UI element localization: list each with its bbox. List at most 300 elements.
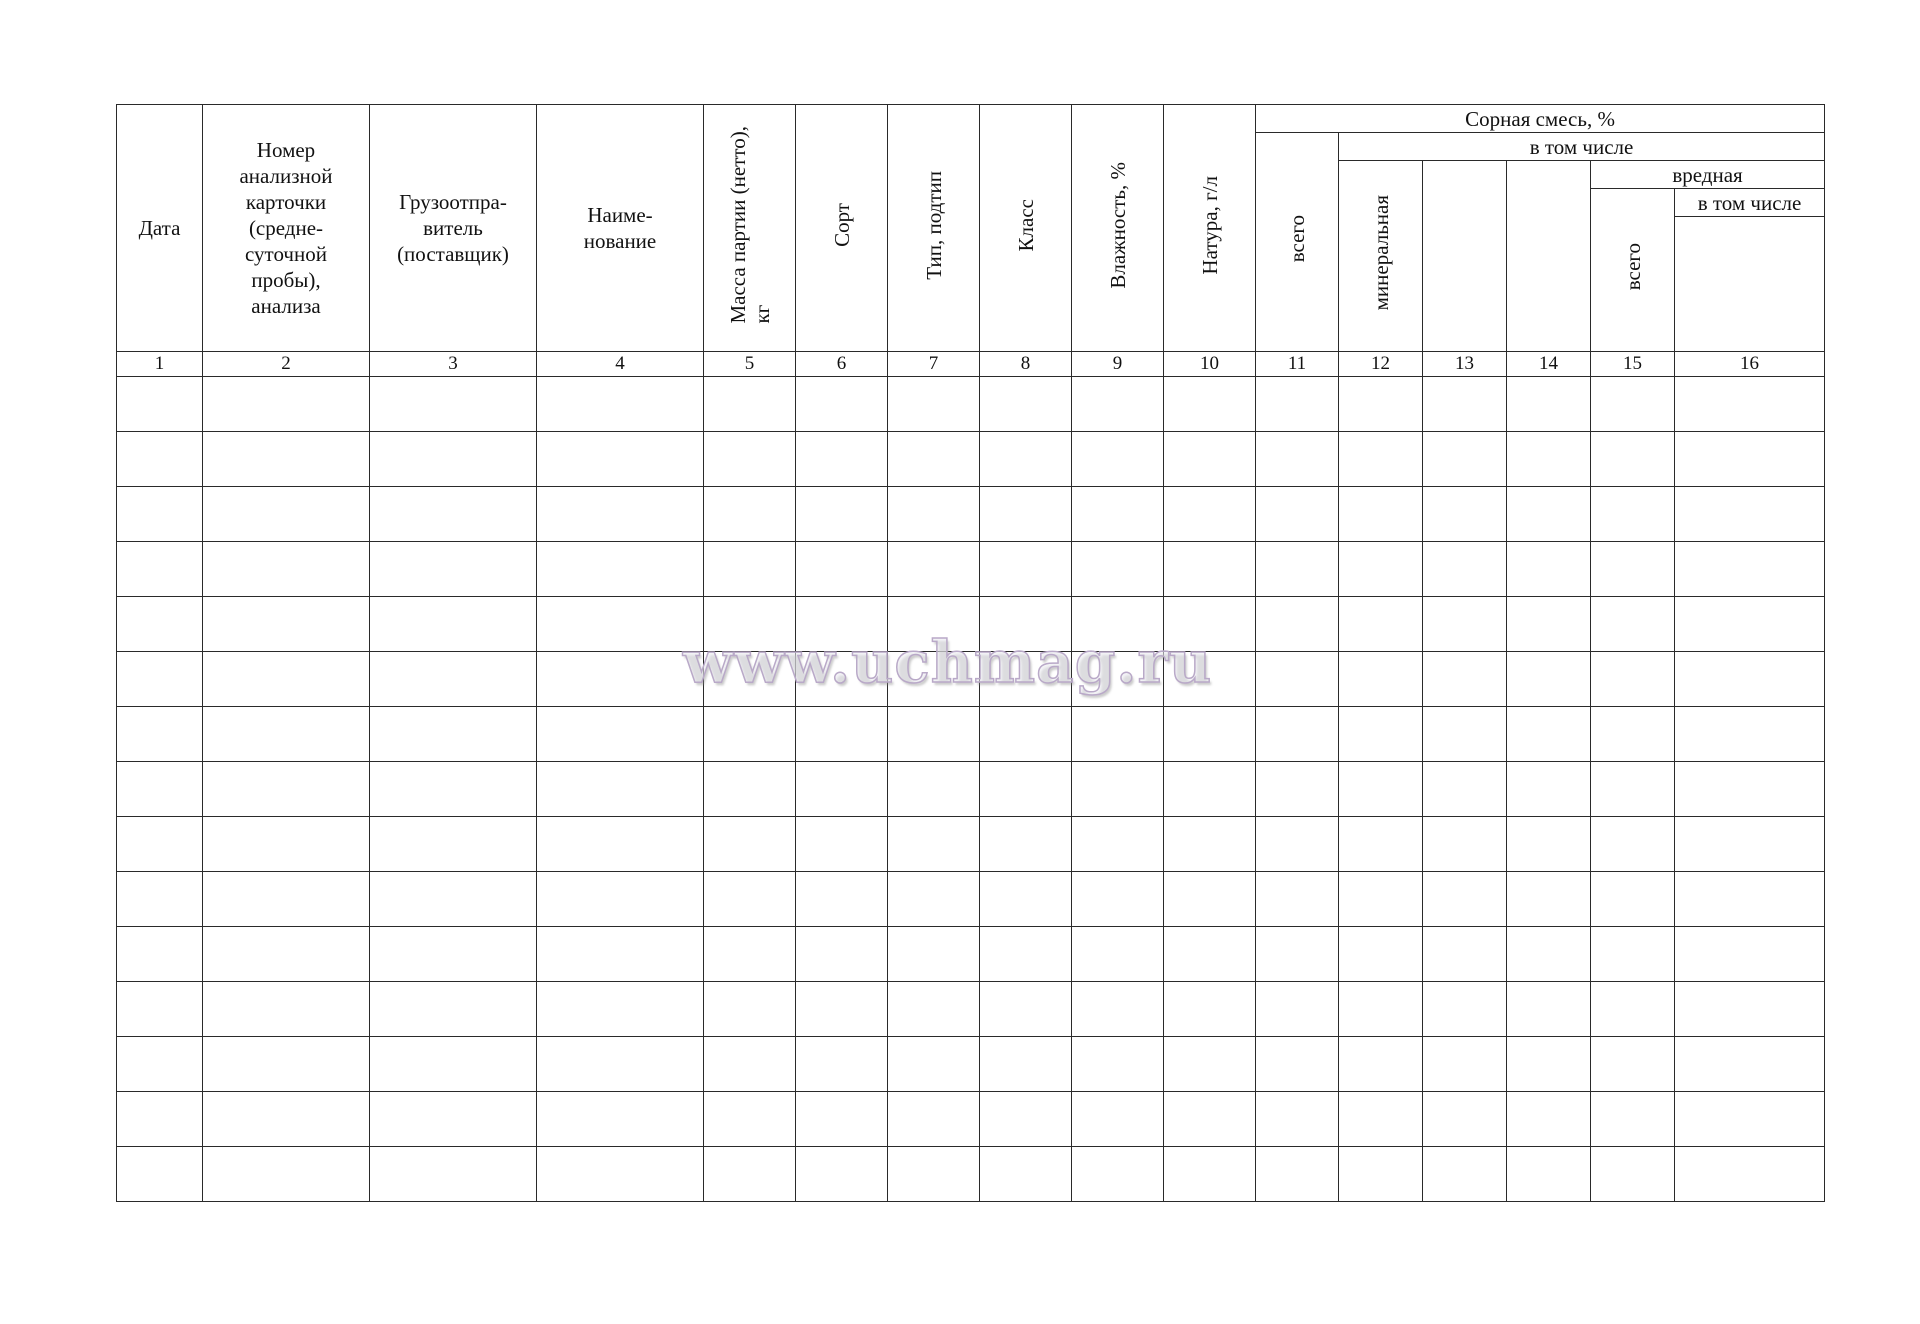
table-cell [1591, 1092, 1675, 1147]
table-cell [1591, 432, 1675, 487]
header-type [888, 105, 980, 352]
table-cell [117, 1037, 203, 1092]
table-cell [1339, 1147, 1423, 1202]
table-cell [537, 597, 704, 652]
table-cell [1507, 1092, 1591, 1147]
table-cell [796, 982, 888, 1037]
table-cell [1256, 872, 1339, 927]
table-cell [980, 597, 1072, 652]
table-cell [1675, 872, 1825, 927]
header-mass [704, 105, 796, 352]
table-cell [796, 1147, 888, 1202]
table-cell [888, 872, 980, 927]
header-moisture-label: Влажность, % [1105, 161, 1130, 289]
header-mineral [1339, 161, 1423, 352]
table-cell [1507, 817, 1591, 872]
table-cell [370, 432, 537, 487]
header-card-number [203, 105, 370, 352]
table-cell [980, 542, 1072, 597]
table-cell [888, 707, 980, 762]
table-row [117, 817, 1825, 872]
table-cell [704, 872, 796, 927]
column-number: 15 [1591, 352, 1675, 377]
header-mass-line: Масса партии (нетто), [725, 126, 750, 324]
table-cell [1072, 1147, 1164, 1202]
table-cell [1423, 377, 1507, 432]
table-cell [203, 597, 370, 652]
table-cell [1072, 872, 1164, 927]
table-cell [203, 487, 370, 542]
table-cell [203, 652, 370, 707]
table-cell [117, 487, 203, 542]
table-cell [888, 652, 980, 707]
table-cell [888, 762, 980, 817]
table-cell [1072, 927, 1164, 982]
table-cell [1256, 982, 1339, 1037]
table-cell [117, 1147, 203, 1202]
header-harmful-including-label: в том числе [1697, 190, 1802, 215]
column-number: 8 [980, 352, 1072, 377]
table-cell [1256, 432, 1339, 487]
table-cell [537, 762, 704, 817]
table-cell [203, 1092, 370, 1147]
table-row [117, 1092, 1825, 1147]
table-cell [1591, 927, 1675, 982]
table-cell [1423, 817, 1507, 872]
table-cell [1423, 1092, 1507, 1147]
header-date [117, 105, 203, 352]
table-cell [537, 487, 704, 542]
table-cell [796, 872, 888, 927]
table-cell [980, 762, 1072, 817]
table-cell [796, 707, 888, 762]
table-cell [980, 1147, 1072, 1202]
header-shipper [370, 105, 537, 352]
table-cell [117, 597, 203, 652]
table-cell [980, 377, 1072, 432]
header-card-number-line: пробы), [251, 268, 321, 292]
column-number: 4 [537, 352, 704, 377]
table-cell [1339, 377, 1423, 432]
table-cell [888, 377, 980, 432]
table-cell [980, 982, 1072, 1037]
table-cell [117, 762, 203, 817]
table-cell [117, 817, 203, 872]
header-card-number-line: карточки [245, 190, 327, 214]
table-cell [796, 817, 888, 872]
table-cell [1507, 597, 1591, 652]
header-shipper-line: витель [423, 216, 483, 240]
table-cell [980, 1037, 1072, 1092]
table-row [117, 762, 1825, 817]
table-cell [1256, 542, 1339, 597]
table-cell [370, 982, 537, 1037]
table-cell [704, 652, 796, 707]
header-nature-label: Натура, г/л [1197, 175, 1222, 275]
header-weed-total [1256, 133, 1339, 352]
table-cell [203, 762, 370, 817]
table-row [117, 1147, 1825, 1202]
table-cell [1339, 597, 1423, 652]
table-cell [1339, 1092, 1423, 1147]
table-cell [537, 1147, 704, 1202]
table-cell [537, 707, 704, 762]
table-cell [796, 487, 888, 542]
table-cell [796, 652, 888, 707]
header-harmful-including [1675, 189, 1825, 217]
table-cell [537, 927, 704, 982]
column-number: 11 [1256, 352, 1339, 377]
table-cell [796, 542, 888, 597]
table-cell [117, 1092, 203, 1147]
table-cell [1256, 1092, 1339, 1147]
table-cell [1256, 652, 1339, 707]
header-grade [796, 105, 888, 352]
table-cell [1591, 542, 1675, 597]
table-cell [117, 432, 203, 487]
table-cell [1507, 487, 1591, 542]
table-cell [1164, 377, 1256, 432]
table-cell [1072, 1092, 1164, 1147]
table-cell [1072, 982, 1164, 1037]
table-cell [537, 1037, 704, 1092]
table-cell [1423, 927, 1507, 982]
table-cell [203, 1147, 370, 1202]
header-shipper-line: (поставщик) [397, 242, 509, 266]
table-cell [1675, 432, 1825, 487]
table-cell [370, 762, 537, 817]
table-cell [1423, 432, 1507, 487]
table-cell [117, 707, 203, 762]
column-number-row [117, 352, 1825, 377]
header-moisture [1072, 105, 1164, 352]
table-cell [1256, 927, 1339, 982]
header-harmful-total [1591, 189, 1675, 352]
table-cell [203, 982, 370, 1037]
header-including [1339, 133, 1825, 161]
header-class-label: Класс [1013, 198, 1038, 252]
table-cell [1072, 1037, 1164, 1092]
table-cell [1675, 597, 1825, 652]
header-name-line: Наиме- [587, 203, 653, 227]
header-name [537, 105, 704, 352]
journal-sheet [116, 104, 1825, 1202]
header-card-number-line: Номер [256, 138, 316, 162]
table-cell [1164, 982, 1256, 1037]
table-cell [1675, 982, 1825, 1037]
table-row [117, 927, 1825, 982]
header-harmful-label: вредная [1672, 162, 1743, 187]
table-cell [537, 652, 704, 707]
table-cell [1675, 542, 1825, 597]
column-number: 7 [888, 352, 980, 377]
header-weed-mix [1256, 105, 1825, 133]
column-number: 9 [1072, 352, 1164, 377]
table-cell [203, 377, 370, 432]
table-cell [370, 1037, 537, 1092]
table-cell [1507, 1037, 1591, 1092]
table-cell [980, 1092, 1072, 1147]
table-cell [1164, 817, 1256, 872]
table-cell [1675, 1037, 1825, 1092]
table-cell [1256, 377, 1339, 432]
table-cell [1423, 1037, 1507, 1092]
table-cell [370, 872, 537, 927]
table-cell [1591, 487, 1675, 542]
header-including-label: в том числе [1529, 134, 1634, 159]
table-cell [203, 707, 370, 762]
table-cell [1164, 1037, 1256, 1092]
table-cell [1164, 652, 1256, 707]
table-cell [888, 1037, 980, 1092]
table-cell [980, 487, 1072, 542]
table-cell [1423, 487, 1507, 542]
table-cell [888, 432, 980, 487]
column-number: 14 [1507, 352, 1591, 377]
header-name-line: нование [583, 229, 657, 253]
table-cell [796, 762, 888, 817]
header-type-label: Тип, подтип [921, 170, 946, 280]
table-cell [888, 982, 980, 1037]
table-cell [796, 927, 888, 982]
watermark-text: www.uchmag.ru [683, 628, 1213, 696]
table-cell [203, 542, 370, 597]
column-number: 10 [1164, 352, 1256, 377]
table-row [117, 377, 1825, 432]
table-cell [1507, 982, 1591, 1037]
table-cell [980, 927, 1072, 982]
header-harmful-total-label: всего [1620, 243, 1645, 291]
table-cell [1339, 542, 1423, 597]
table-cell [370, 652, 537, 707]
header-card-number-line: суточной [245, 242, 327, 266]
header-class [980, 105, 1072, 352]
table-cell [704, 597, 796, 652]
table-cell [704, 377, 796, 432]
table-cell [704, 927, 796, 982]
header-blank-16 [1675, 217, 1825, 352]
column-number: 3 [370, 352, 537, 377]
table-cell [1339, 762, 1423, 817]
table-cell [370, 542, 537, 597]
table-cell [1339, 1037, 1423, 1092]
table-cell [1164, 1092, 1256, 1147]
column-number: 5 [704, 352, 796, 377]
table-cell [1675, 652, 1825, 707]
table-cell [537, 982, 704, 1037]
table-cell [1339, 817, 1423, 872]
table-cell [117, 927, 203, 982]
table-cell [1507, 927, 1591, 982]
header-shipper-line: Грузоотпра- [399, 190, 507, 214]
table-cell [1072, 432, 1164, 487]
grain-quality-journal-table [116, 104, 1825, 1202]
table-cell [1072, 762, 1164, 817]
table-cell [1507, 872, 1591, 927]
table-cell [537, 872, 704, 927]
table-cell [537, 1092, 704, 1147]
table-cell [1164, 597, 1256, 652]
table-cell [980, 707, 1072, 762]
table-cell [704, 1037, 796, 1092]
table-cell [1164, 1147, 1256, 1202]
table-cell [1423, 982, 1507, 1037]
header-nature [1164, 105, 1256, 352]
table-cell [1591, 872, 1675, 927]
table-cell [1072, 817, 1164, 872]
table-cell [1164, 432, 1256, 487]
table-cell [704, 982, 796, 1037]
header-date-label: Дата [138, 216, 181, 240]
table-cell [1591, 982, 1675, 1037]
table-cell [1591, 652, 1675, 707]
table-cell [704, 1147, 796, 1202]
table-cell [1339, 432, 1423, 487]
table-cell [1256, 487, 1339, 542]
column-number: 13 [1423, 352, 1507, 377]
table-cell [1675, 1147, 1825, 1202]
table-cell [370, 597, 537, 652]
header-mineral-label: минеральная [1368, 195, 1393, 311]
table-cell [704, 817, 796, 872]
table-cell [888, 1092, 980, 1147]
table-cell [704, 432, 796, 487]
table-cell [1675, 817, 1825, 872]
table-cell [1423, 542, 1507, 597]
table-row [117, 872, 1825, 927]
table-cell [1339, 652, 1423, 707]
table-cell [537, 432, 704, 487]
table-row [117, 652, 1825, 707]
column-number: 1 [117, 352, 203, 377]
table-cell [1072, 542, 1164, 597]
table-cell [117, 542, 203, 597]
table-cell [1256, 1147, 1339, 1202]
header-blank-14 [1507, 161, 1591, 352]
header-mass-label [726, 126, 774, 324]
table-row [117, 707, 1825, 762]
header-mass-line: кг [749, 304, 774, 324]
table-cell [888, 817, 980, 872]
table-cell [888, 542, 980, 597]
table-cell [1164, 927, 1256, 982]
table-cell [370, 1092, 537, 1147]
table-cell [796, 377, 888, 432]
header-card-number-line: анализа [251, 294, 321, 318]
table-cell [1675, 487, 1825, 542]
table-cell [1072, 707, 1164, 762]
table-cell [1339, 872, 1423, 927]
table-cell [1339, 982, 1423, 1037]
table-cell [1591, 1037, 1675, 1092]
table-cell [370, 927, 537, 982]
table-cell [1675, 1092, 1825, 1147]
table-cell [1675, 377, 1825, 432]
table-cell [370, 817, 537, 872]
table-cell [537, 817, 704, 872]
table-cell [370, 487, 537, 542]
table-cell [1164, 762, 1256, 817]
table-cell [1423, 762, 1507, 817]
table-cell [1423, 872, 1507, 927]
table-cell [117, 377, 203, 432]
table-cell [1072, 377, 1164, 432]
table-cell [1675, 927, 1825, 982]
table-cell [1675, 762, 1825, 817]
table-cell [1507, 1147, 1591, 1202]
table-cell [203, 1037, 370, 1092]
table-row [117, 542, 1825, 597]
table-cell [1591, 707, 1675, 762]
table-row [117, 1037, 1825, 1092]
table-cell [1256, 817, 1339, 872]
table-cell [1339, 487, 1423, 542]
table-cell [704, 1092, 796, 1147]
table-cell [1256, 762, 1339, 817]
table-cell [1507, 377, 1591, 432]
table-cell [1507, 707, 1591, 762]
table-cell [1423, 707, 1507, 762]
column-number: 6 [796, 352, 888, 377]
table-cell [888, 597, 980, 652]
header-harmful [1591, 161, 1825, 189]
table-cell [888, 1147, 980, 1202]
table-cell [1591, 597, 1675, 652]
table-cell [370, 707, 537, 762]
column-number: 2 [203, 352, 370, 377]
table-cell [203, 432, 370, 487]
table-cell [796, 1037, 888, 1092]
table-cell [1072, 487, 1164, 542]
column-number: 16 [1675, 352, 1825, 377]
table-cell [704, 707, 796, 762]
table-cell [203, 927, 370, 982]
table-cell [117, 982, 203, 1037]
table-cell [203, 817, 370, 872]
table-cell [1507, 542, 1591, 597]
table-cell [537, 542, 704, 597]
table-cell [1164, 542, 1256, 597]
table-cell [796, 432, 888, 487]
header-grade-label: Сорт [829, 203, 854, 247]
table-cell [888, 927, 980, 982]
table-cell [1507, 652, 1591, 707]
table-cell [1423, 597, 1507, 652]
table-cell [796, 597, 888, 652]
table-row [117, 982, 1825, 1037]
table-cell [888, 487, 980, 542]
table-cell [1339, 707, 1423, 762]
table-cell [1339, 927, 1423, 982]
table-cell [1591, 817, 1675, 872]
table-cell [1256, 707, 1339, 762]
table-cell [980, 872, 1072, 927]
table-cell [980, 432, 1072, 487]
table-row [117, 487, 1825, 542]
table-cell [1591, 762, 1675, 817]
table-cell [1072, 652, 1164, 707]
table-cell [1164, 707, 1256, 762]
table-cell [1507, 432, 1591, 487]
table-cell [1256, 597, 1339, 652]
column-number: 12 [1339, 352, 1423, 377]
header-weed-mix-label: Сорная смесь, % [1465, 106, 1615, 131]
table-cell [1507, 762, 1591, 817]
header-card-number-line: (средне- [248, 216, 324, 240]
table-cell [796, 1092, 888, 1147]
header-weed-total-label: всего [1285, 215, 1309, 263]
table-cell [1591, 377, 1675, 432]
